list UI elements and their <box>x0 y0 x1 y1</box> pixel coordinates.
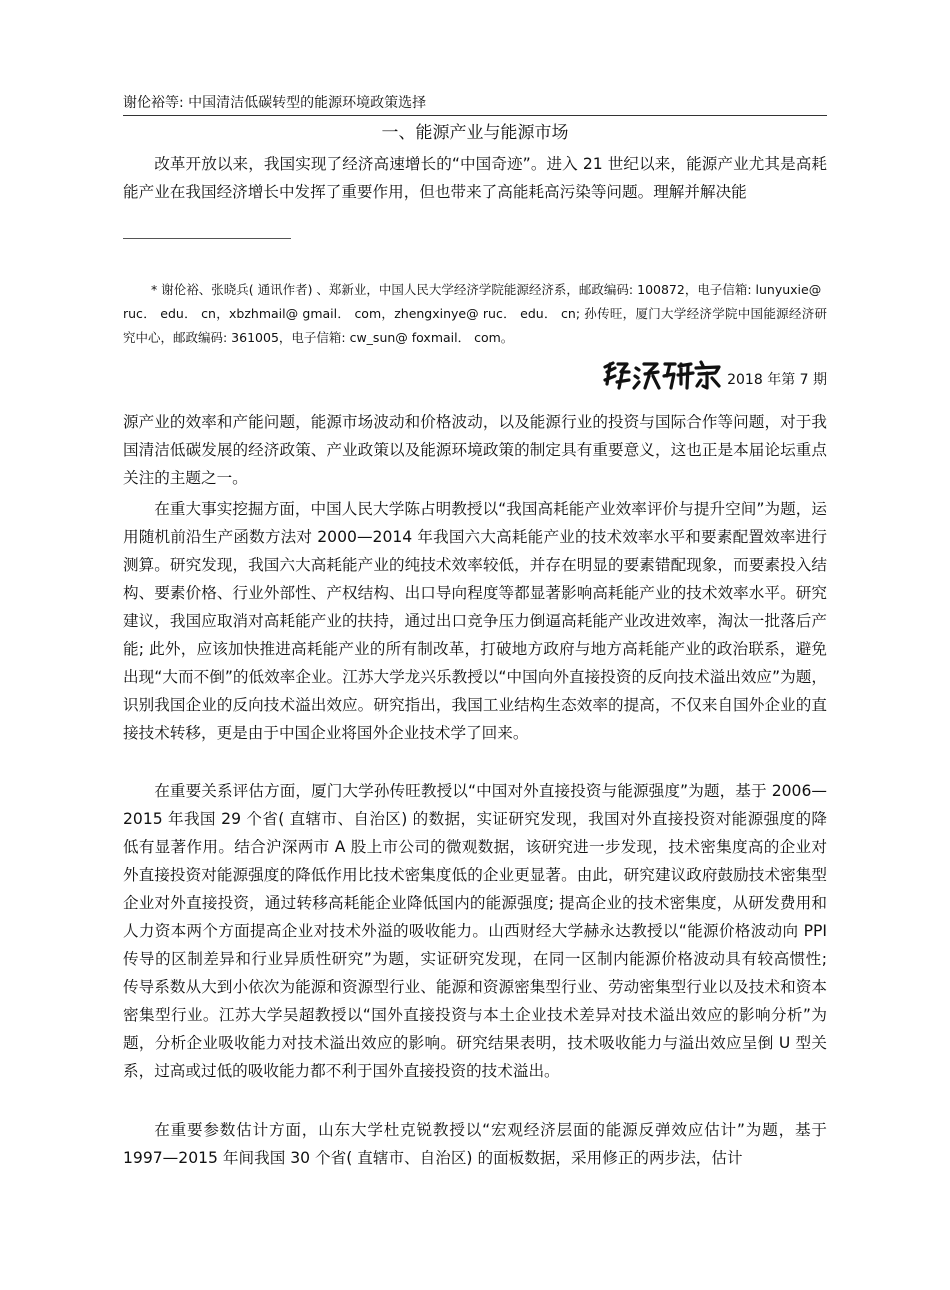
issue-label: 2018 年第 7 期 <box>727 372 827 388</box>
running-header: 谢伦裕等: 中国清洁低碳转型的能源环境政策选择 <box>123 94 827 116</box>
paragraph-continued: 源产业的效率和产能问题，能源市场波动和价格波动，以及能源行业的投资与国际合作等问题，对于我国清洁低碳发展的经济政策、产业政策以及能源环境政策的制定具有重要意义，这也正是本届论坛重点关注的主题之一。 <box>123 413 827 487</box>
paragraph-parameter-estimation: 在重要参数估计方面，山东大学杜克锐教授以“宏观经济层面的能源反弹效应估计”为题，基于 1997—2015 年间我国 30 个省( 直辖市、自治区) 的面板数据，采用修正的两步法，估计 <box>123 1121 827 1167</box>
paragraph-fact-mining: 在重大事实挖掘方面，中国人民大学陈占明教授以“我国高耗能产业效率评价与提升空间”为题，运用随机前沿生产函数方法对 2000—2014 年我国六大高耗能产业的技术效率水平和要素配置效率进行测算。研究发现，我国六大高耗能产业的纯技术效率较低，并存在明显的要素错配现象，而要素投入结构、要素价格、行业外部性、产权结构、出口导向程度等都显著影响高耗能产业的技术效率水平。研究建议，我国应取消对高耗能产业的扶持，通过出口竞争压力倒逼高耗能产业改进效率，淘汰一批落后产能; 此外，应该加快推进高耗能产业的所有制改革，打破地方政府与地方高耗能产业的政治联系，避免出现“大而不倒”的低效率企业。江苏大学龙兴乐教授以“中国向外直接投资的反向技术溢出效应”为题，识别我国企业的反向技术溢出效应。研究指出，我国工业结构生态效率的提高，不仅来自国外企业的直接技术转移，更是由于中国企业将国外企业技术学了回来。 <box>123 500 827 742</box>
footnote-line-1: * 谢伦裕、张晓兵( 通讯作者) 、郑新业，中国人民大学经济学院能源经济系，邮政编码: 100872，电子信箱: lunyuxie@ <box>151 282 822 297</box>
footnote-line-rest: ruc． edu． cn，xbzhmail@ gmail． com，zhengxinye@ ruc． edu． cn; 孙传旺，厦门大学经济学院中国能源经济研究中心，邮政编码: 361005，电子信箱: cw_sun@ foxmail． com。 <box>123 306 827 345</box>
journal-issue-line <box>601 356 827 392</box>
paragraph-intro: 改革开放以来，我国实现了经济高速增长的“中国奇迹”。进入 21 世纪以来，能源产业尤其是高耗能产业在我国经济增长中发挥了重要作用，但也带来了高能耗高污染等问题。理解并解决能 <box>123 155 827 201</box>
section-title: 一、能源产业与能源市场 <box>381 123 569 143</box>
author-footnote <box>123 278 827 350</box>
journal-calligraphy-logo <box>601 358 723 392</box>
paragraph-relationship-assessment: 在重要关系评估方面，厦门大学孙传旺教授以“中国对外直接投资与能源强度”为题，基于 2006—2015 年我国 29 个省( 直辖市、自治区) 的数据，实证研究发现，我国对外直接投资对能源强度的降低有显著作用。结合沪深两市 A 股上市公司的微观数据，该研究进一步发现，技术密集度高的企业对外直接投资对能源强度的降低作用比技术密集度低的企业更显著。由此，研究建议政府鼓励技术密集型企业对外直接投资，通过转移高耗能企业降低国内的能源强度; 提高企业的技术密集度，从研发费用和人力资本两个方面提高企业对技术外溢的吸收能力。山西财经大学赫永达教授以“能源价格波动向 PPI 传导的区制差异和行业异质性研究”为题，实证研究发现，在同一区制内能源价格波动具有较高惯性; 传导系数从大到小依次为能源和资源型行业、能源和资源密集型行业、劳动密集型行业以及技术和资本密集型行业。江苏大学吴超教授以“国外直接投资与本土企业技术差异对技术溢出效应的影响分析”为题，分析企业吸收能力对技术溢出效应的影响。研究结果表明，技术吸收能力与溢出效应呈倒 U 型关系，过高或过低的吸收能力都不利于国外直接投资的技术溢出。 <box>123 782 827 1080</box>
footnote-divider <box>123 238 291 239</box>
